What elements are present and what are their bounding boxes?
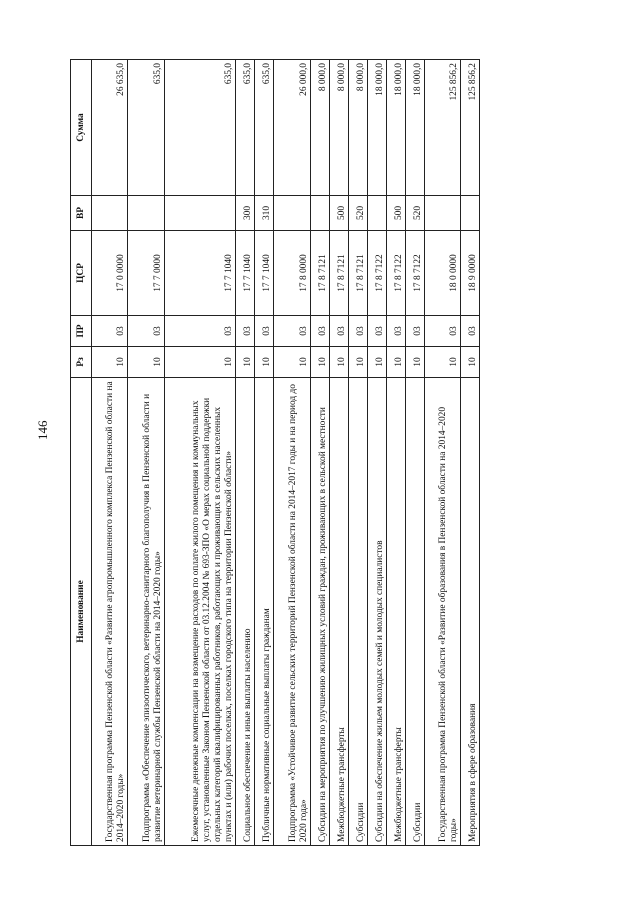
cell-rz: 10 [329, 347, 348, 378]
cell-rz: 10 [367, 347, 386, 378]
table-row [255, 60, 274, 846]
header-name: Наименование [71, 378, 92, 846]
table-row [424, 60, 460, 846]
cell-rz: 10 [236, 347, 255, 378]
cell-rz: 10 [310, 347, 329, 378]
cell-sum: 635,0 [255, 60, 274, 196]
cell-pr: 03 [460, 316, 479, 347]
cell-csr: 17 7 0000 [128, 231, 164, 316]
cell-vr [128, 196, 164, 231]
cell-pr: 03 [386, 316, 405, 347]
cell-rz: 10 [460, 347, 479, 378]
cell-rz: 10 [348, 347, 367, 378]
table-row [405, 60, 424, 846]
table-header-row [71, 60, 92, 846]
budget-table [70, 59, 480, 846]
cell-rz: 10 [128, 347, 164, 378]
table-row [367, 60, 386, 846]
cell-pr: 03 [274, 316, 310, 347]
cell-rz: 10 [424, 347, 460, 378]
cell-vr [424, 196, 460, 231]
cell-sum: 635,0 [164, 60, 235, 196]
cell-pr: 03 [164, 316, 235, 347]
cell-rz: 10 [405, 347, 424, 378]
cell-pr: 03 [329, 316, 348, 347]
cell-csr: 18 9 0000 [460, 231, 479, 316]
cell-sum: 26 000,0 [274, 60, 310, 196]
table-row [236, 60, 255, 846]
cell-csr: 17 7 1040 [236, 231, 255, 316]
table-row [329, 60, 348, 846]
cell-csr: 17 0 0000 [92, 231, 128, 316]
table-row [386, 60, 405, 846]
cell-rz: 10 [92, 347, 128, 378]
cell-vr [310, 196, 329, 231]
cell-sum: 18 000,0 [367, 60, 386, 196]
cell-name: Публичные нормативные социальные выплаты гражданам [255, 378, 274, 846]
header-sum: Сумма [71, 60, 92, 196]
header-rz: Рз [71, 347, 92, 378]
table-row [310, 60, 329, 846]
cell-sum: 635,0 [236, 60, 255, 196]
cell-name: Субсидии [405, 378, 424, 846]
header-vr: ВР [71, 196, 92, 231]
cell-csr: 17 7 1040 [255, 231, 274, 316]
cell-rz: 10 [274, 347, 310, 378]
cell-sum: 125 856,2 [424, 60, 460, 196]
table-row [164, 60, 235, 846]
cell-name: Ежемесячные денежные компенсации на возмещение расходов по оплате жилого помещения и коммунальных услуг, установленные Законом Пензенской области от 03.12.2004 № 693-ЗПО «О мерах социальной поддержки отдельных категорий квалифицированных работников, работающих и проживающих в сельских населенных пунктах и (или) рабочих поселках, поселках городского типа на территории Пензенской области» [164, 378, 235, 846]
cell-name: Государственная программа Пензенской области «Развитие образования в Пензенской области на 2014–2020 годы» [424, 378, 460, 846]
cell-csr: 18 0 0000 [424, 231, 460, 316]
cell-csr: 17 8 7122 [386, 231, 405, 316]
cell-csr: 17 8 0000 [274, 231, 310, 316]
cell-vr: 500 [386, 196, 405, 231]
cell-name: Субсидии на мероприятия по улучшению жилищных условий граждан, проживающих в сельской местности [310, 378, 329, 846]
cell-vr [164, 196, 235, 231]
table-row [274, 60, 310, 846]
cell-vr [460, 196, 479, 231]
cell-name: Подпрограмма «Обеспечение эпизоотического, ветеринарно-санитарного благополучия в Пензенской области и развитие ветеринарной службы Пензенской области на 2014–2020 годы» [128, 378, 164, 846]
cell-csr: 17 8 7121 [329, 231, 348, 316]
cell-pr: 03 [310, 316, 329, 347]
table-row [460, 60, 479, 846]
table-row [128, 60, 164, 846]
cell-vr [274, 196, 310, 231]
cell-sum: 8 000,0 [329, 60, 348, 196]
cell-pr: 03 [424, 316, 460, 347]
cell-pr: 03 [405, 316, 424, 347]
cell-sum: 26 635,0 [92, 60, 128, 196]
cell-name: Государственная программа Пензенской области «Развитие агропромышленного комплекса Пензенской области на 2014–2020 годы» [92, 378, 128, 846]
cell-name: Межбюджетные трансферты [329, 378, 348, 846]
cell-rz: 10 [164, 347, 235, 378]
cell-sum: 125 856,2 [460, 60, 479, 196]
cell-sum: 18 000,0 [386, 60, 405, 196]
table-row [348, 60, 367, 846]
cell-sum: 8 000,0 [310, 60, 329, 196]
table-body [92, 60, 480, 846]
cell-name: Социальное обеспечение и иные выплаты населению [236, 378, 255, 846]
header-pr: ПР [71, 316, 92, 347]
cell-vr: 500 [329, 196, 348, 231]
cell-vr: 520 [348, 196, 367, 231]
cell-name: Субсидии [348, 378, 367, 846]
table-row [92, 60, 128, 846]
cell-csr: 17 8 7121 [310, 231, 329, 316]
cell-rz: 10 [386, 347, 405, 378]
cell-name: Межбюджетные трансферты [386, 378, 405, 846]
cell-name: Мероприятия в сфере образования [460, 378, 479, 846]
cell-vr: 520 [405, 196, 424, 231]
cell-name: Подпрограмма «Устойчивое развитие сельских территорий Пензенской области на 2014–2017 годы и на период до 2020 года» [274, 378, 310, 846]
cell-pr: 03 [128, 316, 164, 347]
cell-vr [92, 196, 128, 231]
header-csr: ЦСР [71, 231, 92, 316]
cell-name: Субсидии на обеспечение жильем молодых семей и молодых специалистов [367, 378, 386, 846]
cell-pr: 03 [236, 316, 255, 347]
cell-vr [367, 196, 386, 231]
cell-csr: 17 8 7122 [367, 231, 386, 316]
cell-rz: 10 [255, 347, 274, 378]
page-number: 146 [35, 420, 50, 440]
cell-csr: 17 7 1040 [164, 231, 235, 316]
cell-sum: 635,0 [128, 60, 164, 196]
cell-vr: 300 [236, 196, 255, 231]
cell-sum: 18 000,0 [405, 60, 424, 196]
cell-pr: 03 [367, 316, 386, 347]
cell-pr: 03 [255, 316, 274, 347]
cell-vr: 310 [255, 196, 274, 231]
cell-csr: 17 8 7122 [405, 231, 424, 316]
cell-pr: 03 [92, 316, 128, 347]
cell-csr: 17 8 7121 [348, 231, 367, 316]
cell-sum: 8 000,0 [348, 60, 367, 196]
rotated-page-content [70, 60, 480, 846]
cell-pr: 03 [348, 316, 367, 347]
